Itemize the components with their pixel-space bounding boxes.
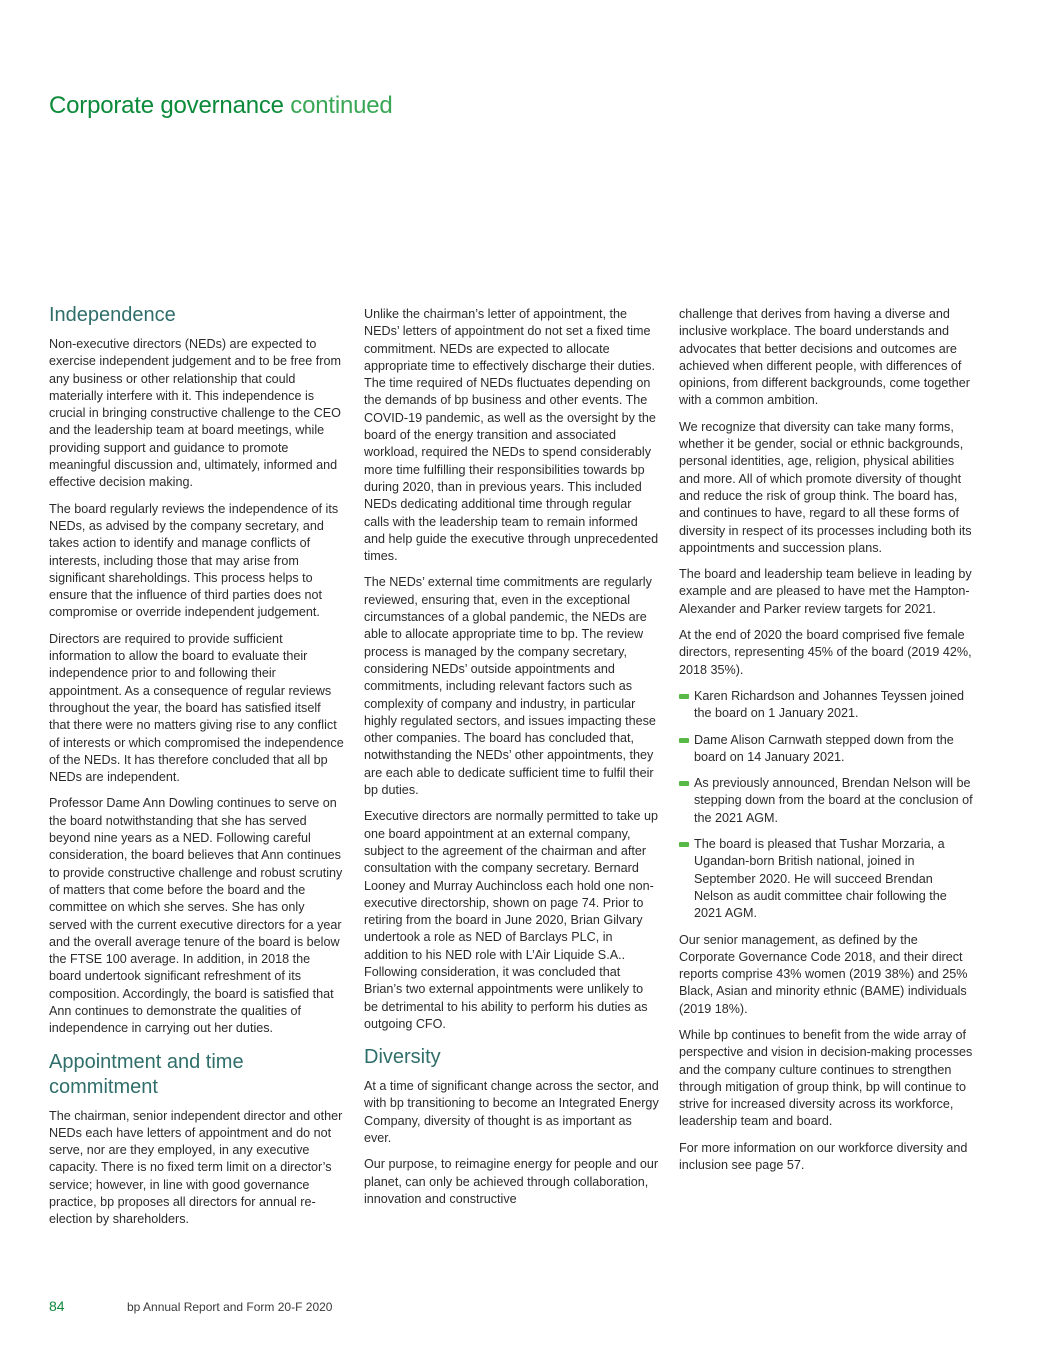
list-item: [679, 836, 975, 922]
bullet-icon: [679, 781, 689, 786]
paragraph: Our senior management, as defined by the Corporate Governance Code 2018, and their direct reports comprise 43% women (2019 38%) and 25% Black, Asian and minority ethnic (BAME) individuals (2019 18%).: [679, 932, 968, 1016]
heading-appointment: Appointment and time commitment: [49, 1050, 244, 1098]
heading-independence: Independence: [49, 304, 176, 326]
paragraph: The board and leadership team believe in leading by example and are pleased to have met the Hampton-Alexander and Parker review targets for 2021.: [679, 567, 972, 616]
paragraph: The board regularly reviews the independence of its NEDs, as advised by the company secretary, and takes action to identify and manage conflicts of interests, including those that may arise from significant shareholdings. This process helps to ensure that the influence of third parties does not compromise or override independent judgement.: [49, 501, 339, 620]
paragraph: challenge that derives from having a diverse and inclusive workplace. The board understands and advocates that better decisions and outcomes are achieved when different people, with differences of opinions, from different backgrounds, come together with a common ambition.: [679, 307, 970, 408]
paragraph: Executive directors are normally permitted to take up one board appointment at an external company, subject to the agreement of the chairman and after consultation with the company secretary. Bernard Looney and Murray Auchincloss each hold one non-executive directorship, shown on page 74. Prior to retiring from the board in June 2020, Brian Gilvary undertook a role as NED of Barclays PLC, in addition to his NED role with L’Air Liquide S.A.. Following consideration, it was concluded that Brian’s two external appointments were unlikely to be detrimental to his ability to perform his duties as outgoing CFO.: [364, 809, 658, 1031]
list-item-text: Dame Alison Carnwath stepped down from the board on 14 January 2021.: [694, 732, 954, 764]
list-item-text: As previously announced, Brendan Nelson will be stepping down from the board at the conclusion of the 2021 AGM.: [694, 776, 973, 825]
list-item-text: The board is pleased that Tushar Morzaria, a Ugandan-born British national, joined in September 2020. He will succeed Brendan Nelson as audit committee chair following the 2021 AGM.: [694, 837, 947, 921]
column-2: [364, 306, 660, 1217]
bullet-icon: [679, 738, 689, 743]
paragraph: While bp continues to benefit from the wide array of perspective and vision in decision-making processes and the company culture continues to strengthen through mitigation of group think, bp will continue to strive for increased diversity across its workforce, leadership team and board.: [679, 1027, 973, 1129]
page-number: 84: [49, 1298, 65, 1314]
page-title: [49, 92, 393, 120]
list-item: [679, 775, 975, 827]
list-item: [679, 732, 975, 767]
paragraph: Non-executive directors (NEDs) are expected to exercise independent judgement and to be free from any business or other relationship that could materially interfere with it. This independence is crucial in bringing constructive challenge to the CEO and the leadership team at board meetings, while providing support and guidance to promote meaningful discussion and, ultimately, informed and effective decision making.: [49, 337, 341, 490]
bullet-icon: [679, 694, 689, 699]
list-item-text: Karen Richardson and Johannes Teyssen joined the board on 1 January 2021.: [694, 688, 965, 721]
paragraph: The chairman, senior independent director and other NEDs each have letters of appointment and do not serve, nor are they employed, in any executive capacity. There is no fixed term limit on a director’s service; however, in line with good governance practice, bp proposes all directors for annual re-election by shareholders.: [49, 1108, 343, 1227]
paragraph: Unlike the chairman’s letter of appointment, the NEDs’ letters of appointment do not set a fixed time commitment. NEDs are expected to allocate appropriate time to effectively discharge their duties. The time required of NEDs fluctuates depending on the demands of bp business and other events. The COVID-19 pandemic, as well as the oversight by the board of the energy transition and associated workload, required the NEDs to spend considerably more time fulfilling their responsibilities towards bp during 2020, than in previous years. This included NEDs dedicating additional time through regular calls with the leadership team to remain informed and help guide the executive through unprecedented times.: [364, 307, 659, 564]
paragraph: At the end of 2020 the board comprised five female directors, representing 45% of the board (2019 42%, 2018 35%).: [679, 628, 972, 677]
paragraph: At a time of significant change across the sector, and with bp transitioning to become an Integrated Energy Company, diversity of thought is as important as ever.: [364, 1079, 659, 1146]
paragraph: We recognize that diversity can take many forms, whether it be gender, social or ethnic backgrounds, personal identities, age, religion, physical abilities and more. All of which promote diversity of thought and reduce the risk of group think. The board has, and continues to have, regard to all these forms of diversity in respect of its processes including both its appointments and succession plans.: [679, 419, 972, 555]
report-name: bp Annual Report and Form 20-F 2020: [127, 1300, 333, 1314]
column-3: [679, 306, 975, 1183]
page-title-suffix: continued: [290, 92, 393, 119]
paragraph: Professor Dame Ann Dowling continues to serve on the board notwithstanding that she has served beyond nine years as a NED. Following careful consideration, the board believes that Ann continues to provide constructive challenge and robust scrutiny of matters that come before the board and the committee on which she serves. She has only served with the current executive directors for a year and the overall average tenure of the board is below the FTSE 100 average. In addition, in 2018 the board undertook significant refreshment of its composition. Accordingly, the board is satisfied that Ann continues to demonstrate the qualities of independence in carrying out her duties.: [49, 796, 343, 1036]
board-changes-list: [679, 688, 975, 923]
paragraph: For more information on our workforce diversity and inclusion see page 57.: [679, 1140, 968, 1173]
list-item: [679, 688, 975, 723]
bullet-icon: [679, 842, 689, 847]
page-title-main: Corporate governance: [49, 92, 284, 119]
heading-diversity: Diversity: [364, 1046, 441, 1069]
paragraph: The NEDs’ external time commitments are regularly reviewed, ensuring that, even in the exceptional circumstances of a global pandemic, the NEDs are able to allocate appropriate time to bp. The review process is managed by the company secretary, considering NEDs’ outside appointments and commitments, including relevant factors such as complexity of company and industry, in particular highly regulated sectors, and issues impacting these other companies. The board has concluded that, notwithstanding the NEDs’ other appointments, they are each able to dedicate sufficient time to fulfil their bp duties.: [364, 575, 656, 798]
column-1: [49, 303, 345, 1238]
paragraph: Directors are required to provide sufficient information to allow the board to evaluate their independence prior to and following their appointment. As a consequence of regular reviews throughout the year, the board has satisfied itself that there were no matters giving rise to any conflict of interests or which compromised the independence of the NEDs. It has therefore concluded that all bp NEDs are independent.: [49, 631, 344, 785]
paragraph: Our purpose, to reimagine energy for people and our planet, can only be achieved through collaboration, innovation and constructive: [364, 1157, 659, 1206]
